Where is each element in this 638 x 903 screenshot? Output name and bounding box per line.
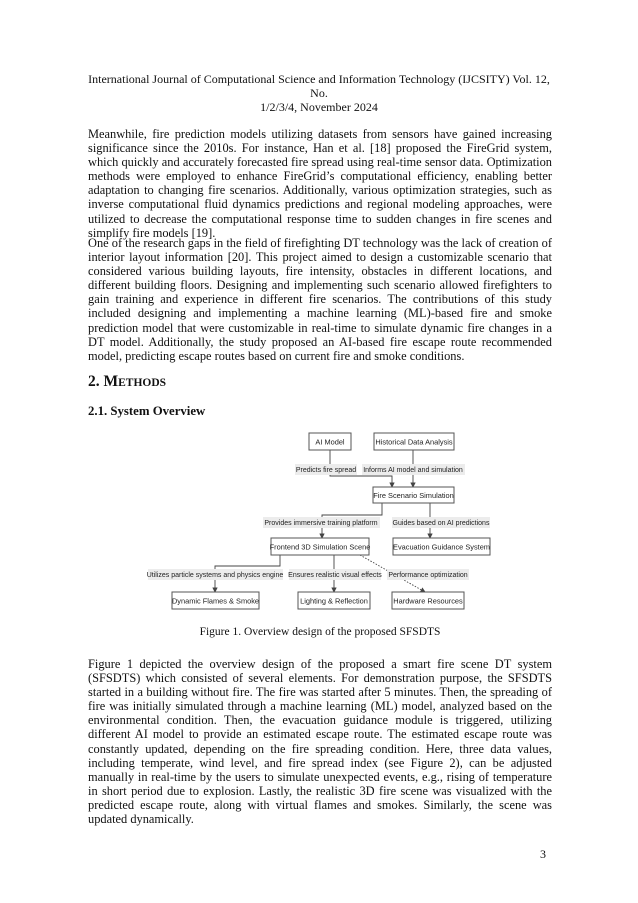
node-hardware: Hardware Resources — [393, 596, 463, 606]
label-performance: Performance optimization — [388, 572, 468, 579]
figure-caption: Figure 1. Overview design of the proposed SFSDTS — [199, 626, 441, 638]
paragraph-1: Meanwhile, fire prediction models utilizing datasets from sensors have gained increasing significance since the 2010s. For instance, Han et al. [18] proposed the FireGrid system, which quickly and accurately forecasted fire spread using real-time sensor data. Optimization methods were employed to enhance FireGrid’s computational efficiency, enabling better adaptation to changing fire scenarios. Additionally, various optimization strategies, such as inverse computational fluid dynamics predictions and regional modeling approaches, were utilized to decrease the computational response time to sudden changes in fire scenes and simplify fire models [19]. — [88, 127, 552, 240]
node-historical: Historical Data Analysis — [375, 437, 453, 447]
paragraph-3: Figure 1 depicted the overview design of the proposed a smart fire scene DT system (SFSDTS) which consisted of several elements. For demonstration purpose, the SFSDTS started in a building without fire. The fire was started after 5 minutes. Then, the spreading of fire was initially simulated through a machine learning (ML) model, analyzed based on the environmental condition. Then, the evacuation guidance module is triggered, utilizing different AI model to provide an estimated escape route. The estimated escape route was constantly updated, depending on the fire spreading condition. Here, three data values, including temperate, wind level, and fire spread index (see Figure 2), can be adjusted manually in real-time by the users to simulate unexpected events, e.g., rising of temperature in short period due to explosion. Lastly, the realistic 3D fire scene was visualized with the predicted escape route, along with virtual flames and smokes. Similarly, the scene was updated dynamically. — [88, 657, 552, 827]
header-line-2: 1/2/3/4, November 2024 — [260, 100, 378, 114]
paragraph-2: One of the research gaps in the field of firefighting DT technology was the lack of creation of interior layout information [20]. This project aimed to design a customizable scenario that considered various building layouts, fire intensity, obstacles in different locations, and different building floors. Designing and implementing such scenario allowed firefighters to gain training and experience in different fire scenarios. The contributions of this study included designing and implementing a machine learning (ML)-based fire and smoke prediction model that were customizable in real-time to simulate dynamic fire changes in a DT model. Additionally, the study proposed an AI-based fire escape route recommended model, predicting escape routes based on current fire and smoke conditions. — [88, 236, 552, 363]
section-number: 2. — [88, 373, 104, 390]
node-fire-scenario: Fire Scenario Simulation — [373, 491, 454, 500]
header-line-1: International Journal of Computational Science and Information Technology (IJCSITY) Vol. 12, No. — [88, 72, 550, 100]
subsection-heading: 2.1. System Overview — [88, 404, 206, 418]
node-flames: Dynamic Flames & Smoke — [171, 596, 260, 606]
label-particle: Utilizes particle systems and physics engine — [146, 572, 284, 579]
node-lighting: Lighting & Reflection — [300, 596, 368, 606]
label-predicts: Predicts fire spread — [295, 467, 357, 474]
node-evacuation: Evacuation Guidance System — [393, 542, 490, 552]
section-rest: ETHODS — [118, 377, 167, 389]
page-number: 3 — [540, 847, 546, 861]
label-guides: Guides based on AI predictions — [392, 520, 490, 527]
section-first-letter: M — [103, 373, 119, 390]
node-frontend: Frontend 3D Simulation Scene — [269, 542, 371, 552]
node-ai-model: AI Model — [315, 437, 345, 447]
label-informs: Informs AI model and simulation — [363, 467, 463, 474]
label-provides: Provides immersive training platform — [264, 520, 378, 527]
label-visual: Ensures realistic visual effects — [288, 572, 382, 579]
